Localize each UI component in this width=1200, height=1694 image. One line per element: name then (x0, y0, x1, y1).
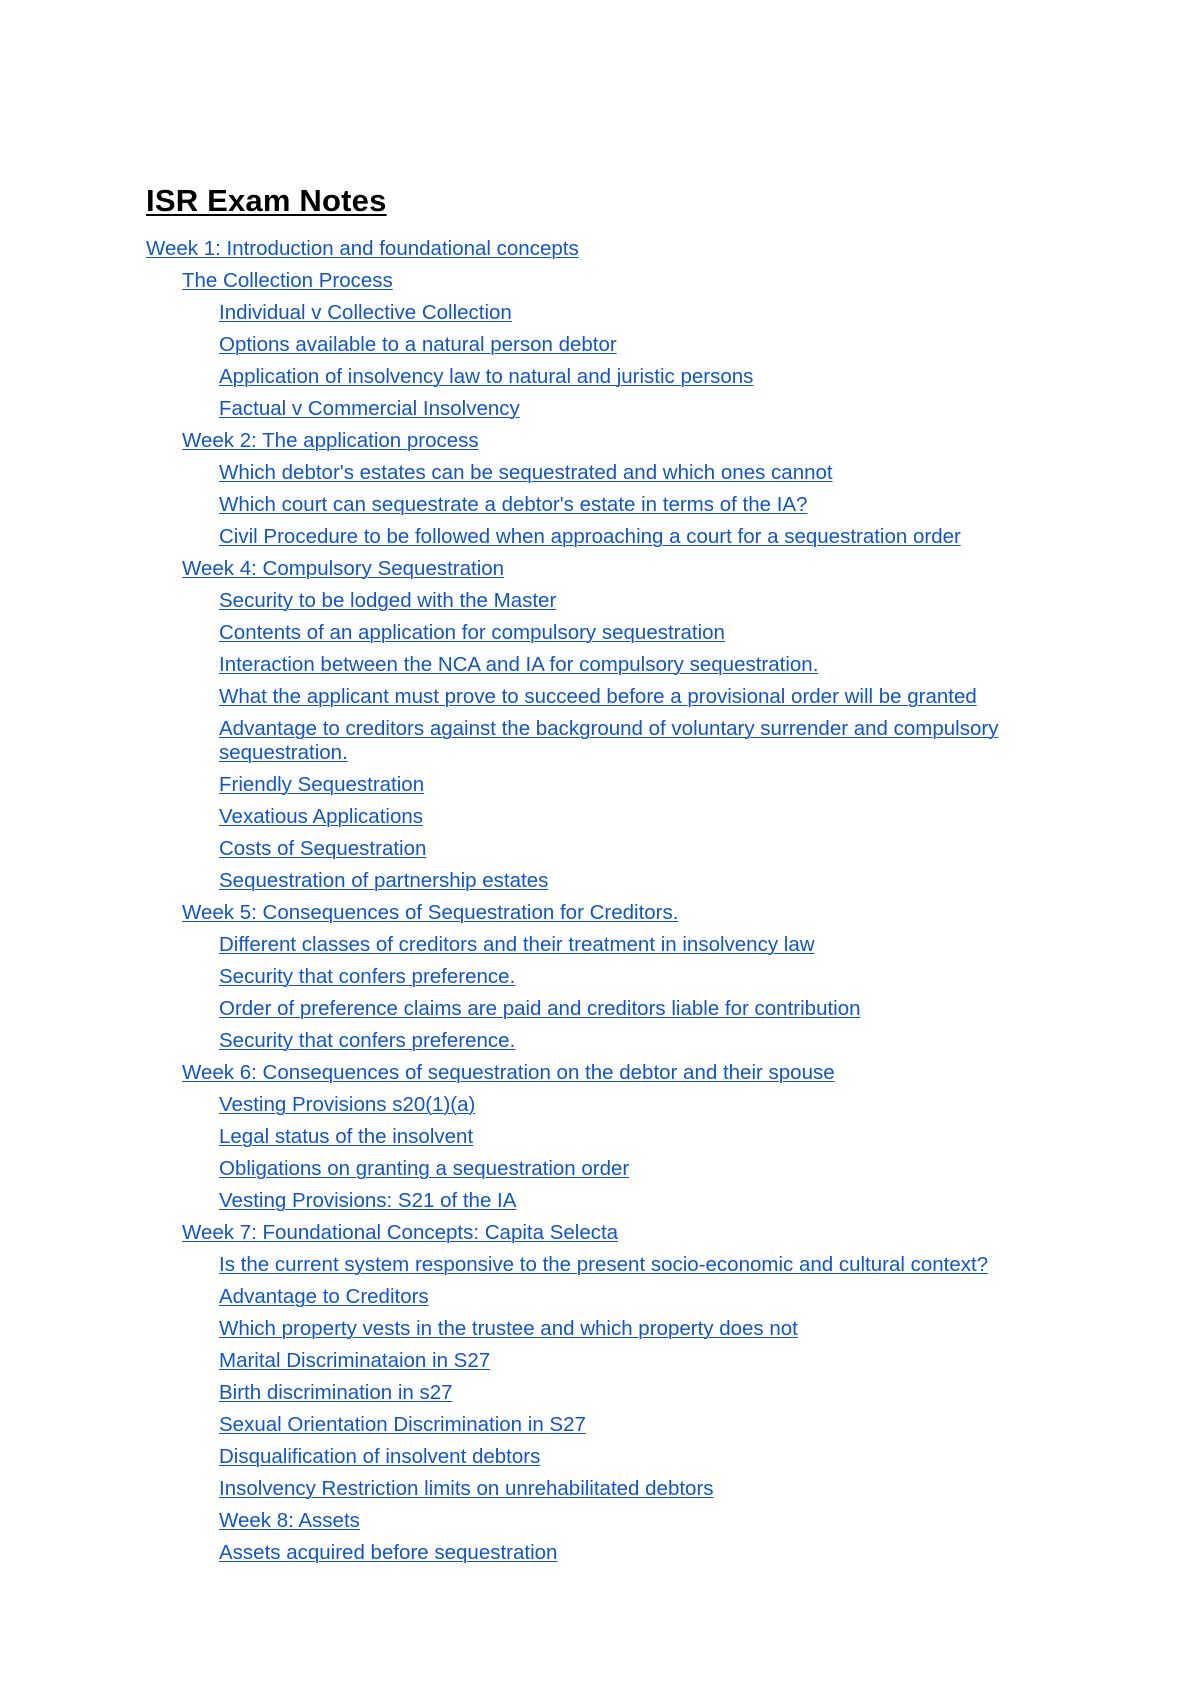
toc-item (146, 1317, 1086, 1341)
toc-item (146, 1413, 1086, 1437)
toc-link[interactable]: Marital Discriminataion in S27 (219, 1349, 491, 1372)
toc-link[interactable]: Insolvency Restriction limits on unrehabilitated debtors (219, 1477, 714, 1500)
toc-item (146, 1061, 1086, 1085)
toc-item (146, 1285, 1086, 1309)
toc-item (146, 397, 1086, 421)
toc-item (146, 1093, 1086, 1117)
toc-link[interactable]: Contents of an application for compulsory sequestration (219, 621, 725, 644)
toc-link[interactable]: Assets acquired before sequestration (219, 1541, 558, 1564)
toc-link[interactable]: Is the current system responsive to the present socio-economic and cultural context? (219, 1253, 989, 1276)
toc-link[interactable]: What the applicant must prove to succeed before a provisional order will be granted (219, 685, 977, 708)
toc-link[interactable]: Vesting Provisions s20(1)(a) (219, 1093, 476, 1116)
toc-link[interactable]: Which property vests in the trustee and which property does not (219, 1317, 798, 1340)
table-of-contents (146, 237, 1086, 1565)
toc-link[interactable]: Security to be lodged with the Master (219, 589, 557, 612)
toc-link[interactable]: Vexatious Applications (219, 805, 423, 828)
toc-item (146, 717, 1086, 765)
toc-link[interactable]: Legal status of the insolvent (219, 1125, 474, 1148)
toc-link[interactable]: Advantage to Creditors (219, 1285, 429, 1308)
toc-link[interactable]: Factual v Commercial Insolvency (219, 397, 520, 420)
toc-link[interactable]: Costs of Sequestration (219, 837, 427, 860)
document-title: ISR Exam Notes (146, 183, 387, 218)
toc-link[interactable]: Which debtor's estates can be sequestrated and which ones cannot (219, 461, 833, 484)
toc-item (146, 997, 1086, 1021)
toc-item (146, 901, 1086, 925)
toc-item (146, 933, 1086, 957)
toc-link[interactable]: Application of insolvency law to natural and juristic persons (219, 365, 754, 388)
toc-item (146, 773, 1086, 797)
toc-link[interactable]: Interaction between the NCA and IA for compulsory sequestration. (219, 653, 819, 676)
toc-link[interactable]: Sexual Orientation Discrimination in S27 (219, 1413, 586, 1436)
toc-link[interactable]: Obligations on granting a sequestration order (219, 1157, 630, 1180)
toc-link[interactable]: Security that confers preference. (219, 1029, 516, 1052)
toc-link[interactable]: Week 2: The application process (182, 429, 479, 452)
toc-item (146, 1509, 1086, 1533)
toc-item (146, 1445, 1086, 1469)
toc-link[interactable]: Order of preference claims are paid and creditors liable for contribution (219, 997, 861, 1020)
toc-item (146, 965, 1086, 989)
toc-item (146, 837, 1086, 861)
toc-link[interactable]: Week 4: Compulsory Sequestration (182, 557, 505, 580)
toc-link[interactable]: Options available to a natural person debtor (219, 333, 617, 356)
toc-item (146, 589, 1086, 613)
toc-item (146, 1157, 1086, 1181)
toc-item (146, 1125, 1086, 1149)
toc-link[interactable]: Vesting Provisions: S21 of the IA (219, 1189, 517, 1212)
document-page (146, 181, 1086, 1573)
toc-item (146, 525, 1086, 549)
toc-link[interactable]: Security that confers preference. (219, 965, 516, 988)
toc-item (146, 1541, 1086, 1565)
toc-item (146, 1349, 1086, 1373)
toc-item (146, 365, 1086, 389)
toc-item (146, 1221, 1086, 1245)
toc-item (146, 1253, 1086, 1277)
toc-item (146, 461, 1086, 485)
toc-item (146, 429, 1086, 453)
toc-link[interactable]: Civil Procedure to be followed when approaching a court for a sequestration order (219, 525, 961, 548)
toc-link[interactable]: Birth discrimination in s27 (219, 1381, 453, 1404)
toc-link[interactable]: Week 1: Introduction and foundational concepts (146, 237, 579, 260)
toc-item (146, 1477, 1086, 1501)
toc-item (146, 869, 1086, 893)
toc-item (146, 493, 1086, 517)
toc-item (146, 1029, 1086, 1053)
toc-item (146, 557, 1086, 581)
toc-item (146, 1381, 1086, 1405)
toc-link[interactable]: Which court can sequestrate a debtor's estate in terms of the IA? (219, 493, 808, 516)
toc-link[interactable]: Sequestration of partnership estates (219, 869, 549, 892)
toc-link[interactable]: Week 7: Foundational Concepts: Capita Selecta (182, 1221, 619, 1244)
toc-item (146, 621, 1086, 645)
toc-link[interactable]: Individual v Collective Collection (219, 301, 512, 324)
toc-item (146, 269, 1086, 293)
toc-link[interactable]: Week 5: Consequences of Sequestration for Creditors. (182, 901, 679, 924)
toc-link[interactable]: The Collection Process (182, 269, 393, 292)
toc-link[interactable]: Week 8: Assets (219, 1509, 360, 1532)
toc-item (146, 653, 1086, 677)
toc-link[interactable]: Advantage to creditors against the background of voluntary surrender and compulsory sequestration. (219, 717, 999, 764)
toc-link[interactable]: Friendly Sequestration (219, 773, 425, 796)
toc-item (146, 333, 1086, 357)
toc-item (146, 1189, 1086, 1213)
toc-item (146, 685, 1086, 709)
toc-item (146, 805, 1086, 829)
toc-item (146, 237, 1086, 261)
toc-link[interactable]: Disqualification of insolvent debtors (219, 1445, 541, 1468)
toc-item (146, 301, 1086, 325)
toc-link[interactable]: Different classes of creditors and their treatment in insolvency law (219, 933, 815, 956)
toc-link[interactable]: Week 6: Consequences of sequestration on the debtor and their spouse (182, 1061, 835, 1084)
